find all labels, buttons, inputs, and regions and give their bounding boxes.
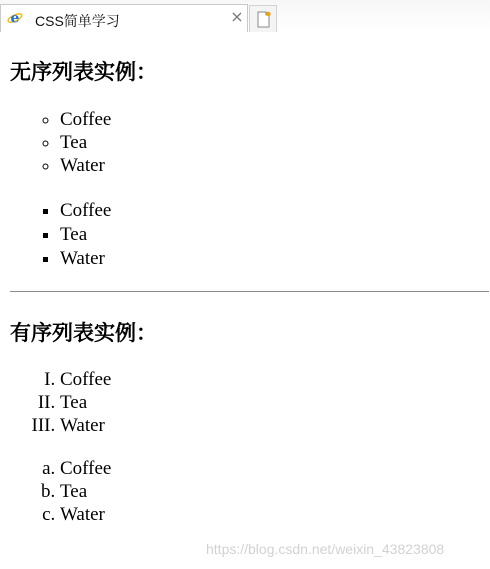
list-item: ◦ Coffee — [60, 108, 111, 131]
list-item: II. Tea — [60, 391, 111, 414]
list-item: ◦ Water — [60, 154, 111, 177]
close-tab-icon[interactable]: × — [230, 7, 244, 26]
new-tab-icon — [256, 11, 272, 28]
circle-list — [60, 108, 111, 177]
list-item: ◦ Tea — [60, 131, 111, 154]
list-item: I. Coffee — [60, 368, 111, 391]
square-list — [60, 199, 111, 270]
ordered-list-heading: 有序列表实例： — [10, 321, 157, 345]
browser-tab[interactable] — [0, 4, 248, 32]
tab-title: CSS简单学习 — [35, 13, 120, 29]
roman-list — [60, 368, 111, 437]
browser-tab-bar — [0, 0, 490, 34]
list-item: III. Water — [60, 414, 111, 437]
new-tab-button[interactable] — [249, 5, 277, 32]
list-item: ▪ Tea — [60, 223, 111, 246]
alpha-list — [60, 457, 111, 526]
list-item: ▪ Water — [60, 247, 111, 270]
svg-text:e: e — [10, 10, 20, 26]
internet-explorer-icon — [7, 10, 23, 26]
list-item: c. Water — [60, 503, 111, 526]
list-item: b. Tea — [60, 480, 111, 503]
list-item: ▪ Coffee — [60, 199, 111, 222]
watermark: https://blog.csdn.net/weixin_43823808 — [206, 541, 445, 557]
unordered-list-heading: 无序列表实例： — [10, 60, 157, 84]
horizontal-divider — [10, 291, 489, 292]
list-item: a. Coffee — [60, 457, 111, 480]
